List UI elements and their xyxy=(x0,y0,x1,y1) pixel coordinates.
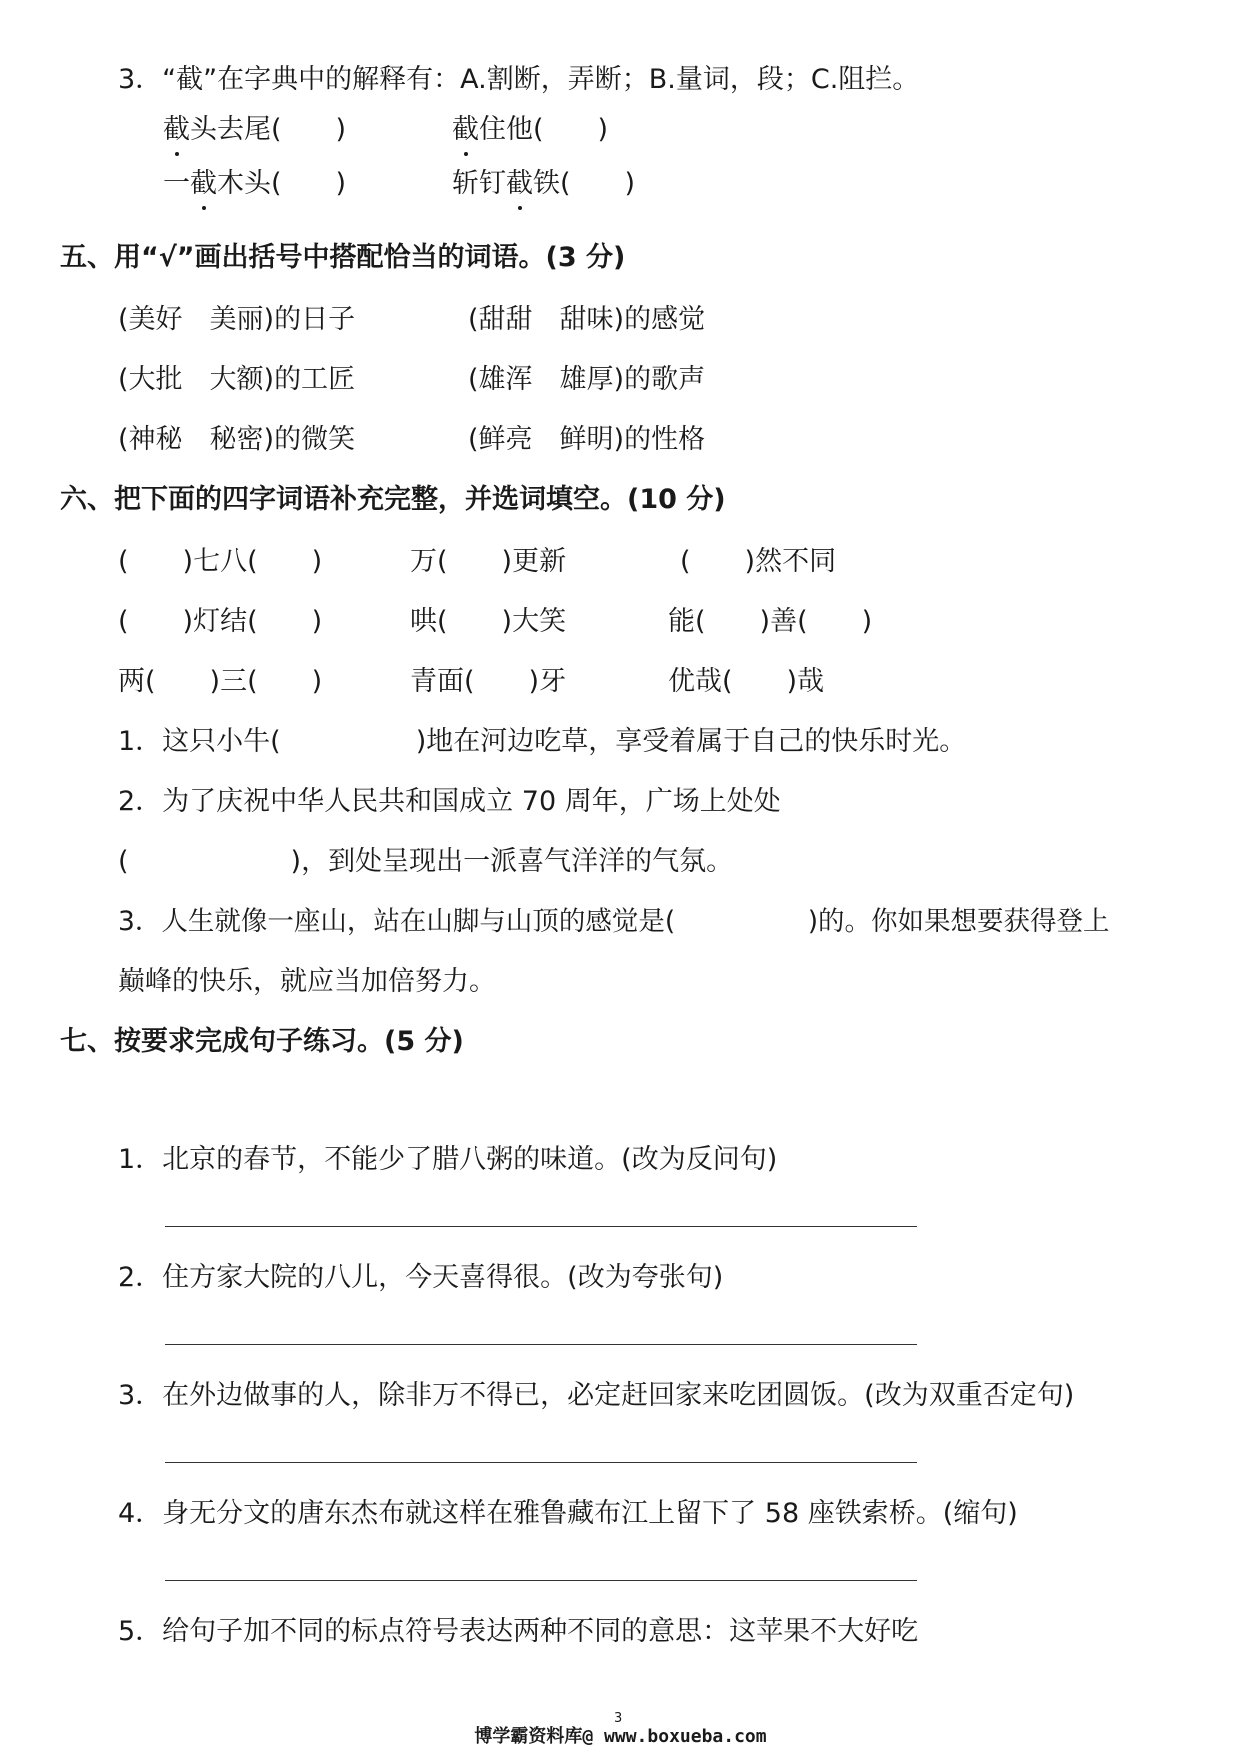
idiom-blank: 两( )三( ) xyxy=(118,666,323,697)
page-number: 3 xyxy=(614,1711,623,1726)
word-item: 斩钉截铁( ) xyxy=(452,166,635,202)
collocation-item: (神秘 秘密)的微笑 xyxy=(118,424,356,455)
collocation-item: (雄浑 雄厚)的歌声 xyxy=(468,364,706,395)
collocation-item: (鲜亮 鲜明)的性格 xyxy=(468,424,706,455)
dotted-char: 截 xyxy=(163,112,190,148)
section-6-heading: 六、把下面的四字词语补充完整，并选词填空。(10 分) xyxy=(60,484,726,515)
idiom-blank: 万( )更新 xyxy=(410,546,567,577)
idiom-blank: 能( )善( ) xyxy=(668,606,873,637)
word-item: 截住他( ) xyxy=(452,112,608,148)
idiom-blank: 哄( )大笑 xyxy=(410,606,567,637)
collocation-item: (甜甜 甜味)的感觉 xyxy=(468,304,706,335)
idiom-blank: ( )然不同 xyxy=(680,546,837,577)
idiom-blank: ( )灯结( ) xyxy=(118,606,323,637)
sentence-question: 4．身无分文的唐东杰布就这样在雅鲁藏布江上留下了 58 座铁索桥。(缩句) xyxy=(118,1498,1018,1529)
collocation-item: (美好 美丽)的日子 xyxy=(118,304,356,335)
dotted-char: 截 xyxy=(506,166,533,202)
sentence-question: 1．北京的春节，不能少了腊八粥的味道。(改为反问句) xyxy=(118,1144,778,1175)
sentence-question: 5．给句子加不同的标点符号表达两种不同的意思：这苹果不大好吃 xyxy=(118,1616,919,1647)
idiom-blank: 青面( )牙 xyxy=(410,666,567,697)
answer-line[interactable] xyxy=(165,1344,917,1345)
answer-line[interactable] xyxy=(165,1580,917,1581)
footer-watermark: 博学霸资料库@ www.boxueba.com xyxy=(474,1726,767,1747)
fill-question-3-cont: 巅峰的快乐，就应当加倍努力。 xyxy=(118,966,496,997)
answer-line[interactable] xyxy=(165,1226,917,1227)
answer-line[interactable] xyxy=(165,1462,917,1463)
dotted-char: 截 xyxy=(190,166,217,202)
idiom-blank: ( )七八( ) xyxy=(118,546,323,577)
section-5-heading: 五、用“√”画出括号中搭配恰当的词语。(3 分) xyxy=(60,242,626,273)
collocation-item: (大批 大额)的工匠 xyxy=(118,364,356,395)
idiom-blank: 优哉( )哉 xyxy=(668,666,825,697)
sentence-question: 3．在外边做事的人，除非万不得已，必定赶回家来吃团圆饭。(改为双重否定句) xyxy=(118,1380,1075,1411)
dotted-char: 截 xyxy=(452,112,479,148)
fill-question-2-cont: ( )，到处呈现出一派喜气洋洋的气氛。 xyxy=(118,846,734,877)
question-4-3: 3．“截”在字典中的解释有：A.割断，弄断；B.量词，段；C.阻拦。 xyxy=(118,64,920,95)
word-item: 截头去尾( ) xyxy=(163,112,346,148)
fill-question-1: 1．这只小牛( )地在河边吃草，享受着属于自己的快乐时光。 xyxy=(118,726,967,757)
fill-question-2: 2．为了庆祝中华人民共和国成立 70 周年，广场上处处 xyxy=(118,786,781,817)
section-7-heading: 七、按要求完成句子练习。(5 分) xyxy=(60,1026,464,1057)
fill-question-3: 3．人生就像一座山，站在山脚与山顶的感觉是( )的。你如果想要获得登上 xyxy=(118,906,1110,937)
sentence-question: 2．住方家大院的八儿，今天喜得很。(改为夸张句) xyxy=(118,1262,724,1293)
word-item: 一截木头( ) xyxy=(163,166,346,202)
